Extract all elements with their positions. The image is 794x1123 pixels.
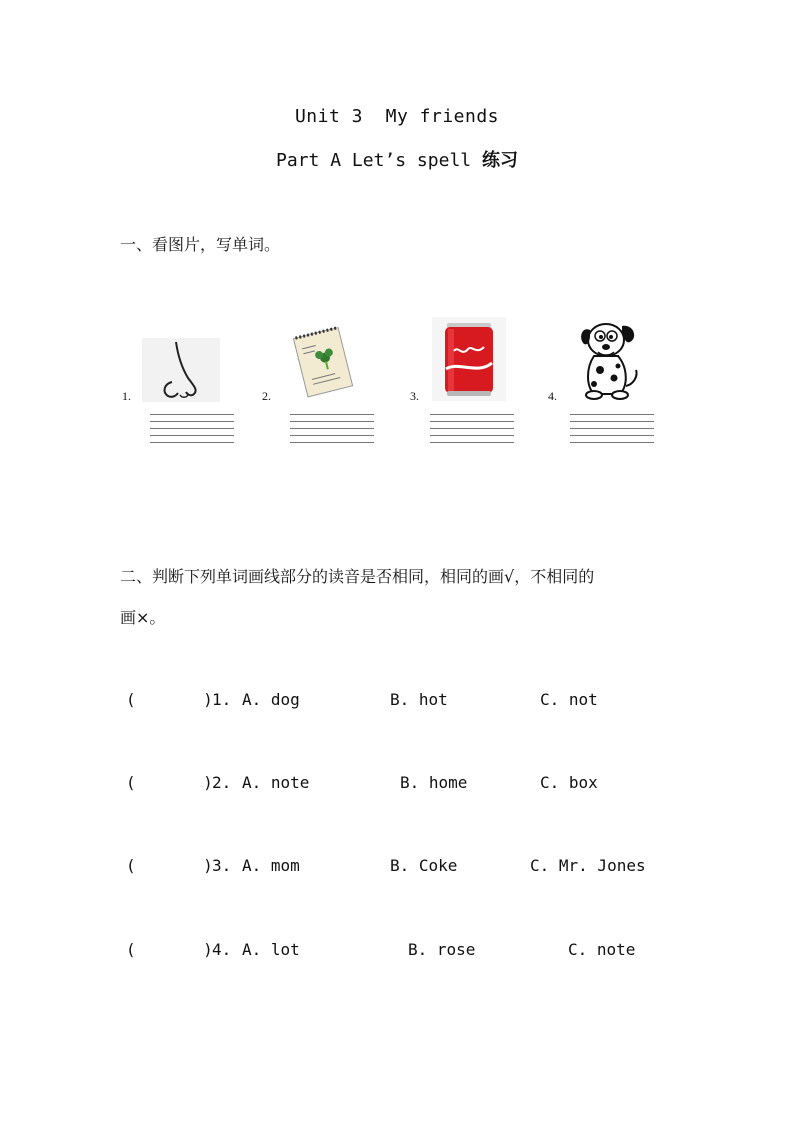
answer-paren[interactable]: ( ) [126, 940, 213, 959]
option-a: A. note [242, 773, 310, 792]
question-number: 3. [212, 856, 232, 875]
question-number: 2. [212, 773, 232, 792]
item-number: 1. [122, 389, 131, 403]
option-a: A. lot [242, 940, 300, 959]
option-b: B. rose [408, 940, 476, 959]
nose-icon [142, 338, 220, 402]
coke-can-icon [432, 317, 506, 401]
question-number: 4. [212, 940, 232, 959]
page-subtitle [0, 146, 794, 172]
answer-paren[interactable]: ( ) [126, 856, 213, 875]
item-number: 4. [548, 389, 557, 403]
answer-lines-2[interactable] [290, 414, 374, 449]
question-number: 1. [212, 690, 232, 709]
option-b: B. Coke [390, 856, 458, 875]
answer-lines-3[interactable] [430, 414, 514, 449]
notebook-icon [290, 322, 358, 402]
subtitle-cn: 练习 [481, 150, 518, 171]
option-a: A. dog [242, 690, 300, 709]
section1-heading: 一、看图片，写单词。 [120, 235, 281, 254]
option-b: B. hot [390, 690, 448, 709]
page-title: Unit 3 My friends [294, 106, 500, 127]
option-c: C. Mr. Jones [530, 856, 646, 875]
item-number: 3. [410, 389, 419, 403]
option-a: A. mom [242, 856, 300, 875]
option-b: B. home [400, 773, 468, 792]
answer-lines-1[interactable] [150, 414, 234, 449]
subtitle-en: Part A Let’s spell [276, 150, 482, 171]
section2-heading-line2: 画×。 [120, 608, 166, 627]
option-c: C. box [540, 773, 598, 792]
dog-icon [572, 316, 652, 402]
option-c: C. not [540, 690, 598, 709]
answer-paren[interactable]: ( ) [126, 690, 213, 709]
answer-paren[interactable]: ( ) [126, 773, 213, 792]
option-c: C. note [568, 940, 636, 959]
section2-heading-line1: 二、判断下列单词画线部分的读音是否相同，相同的画√，不相同的 [120, 567, 595, 586]
answer-lines-4[interactable] [570, 414, 654, 449]
item-number: 2. [262, 389, 271, 403]
